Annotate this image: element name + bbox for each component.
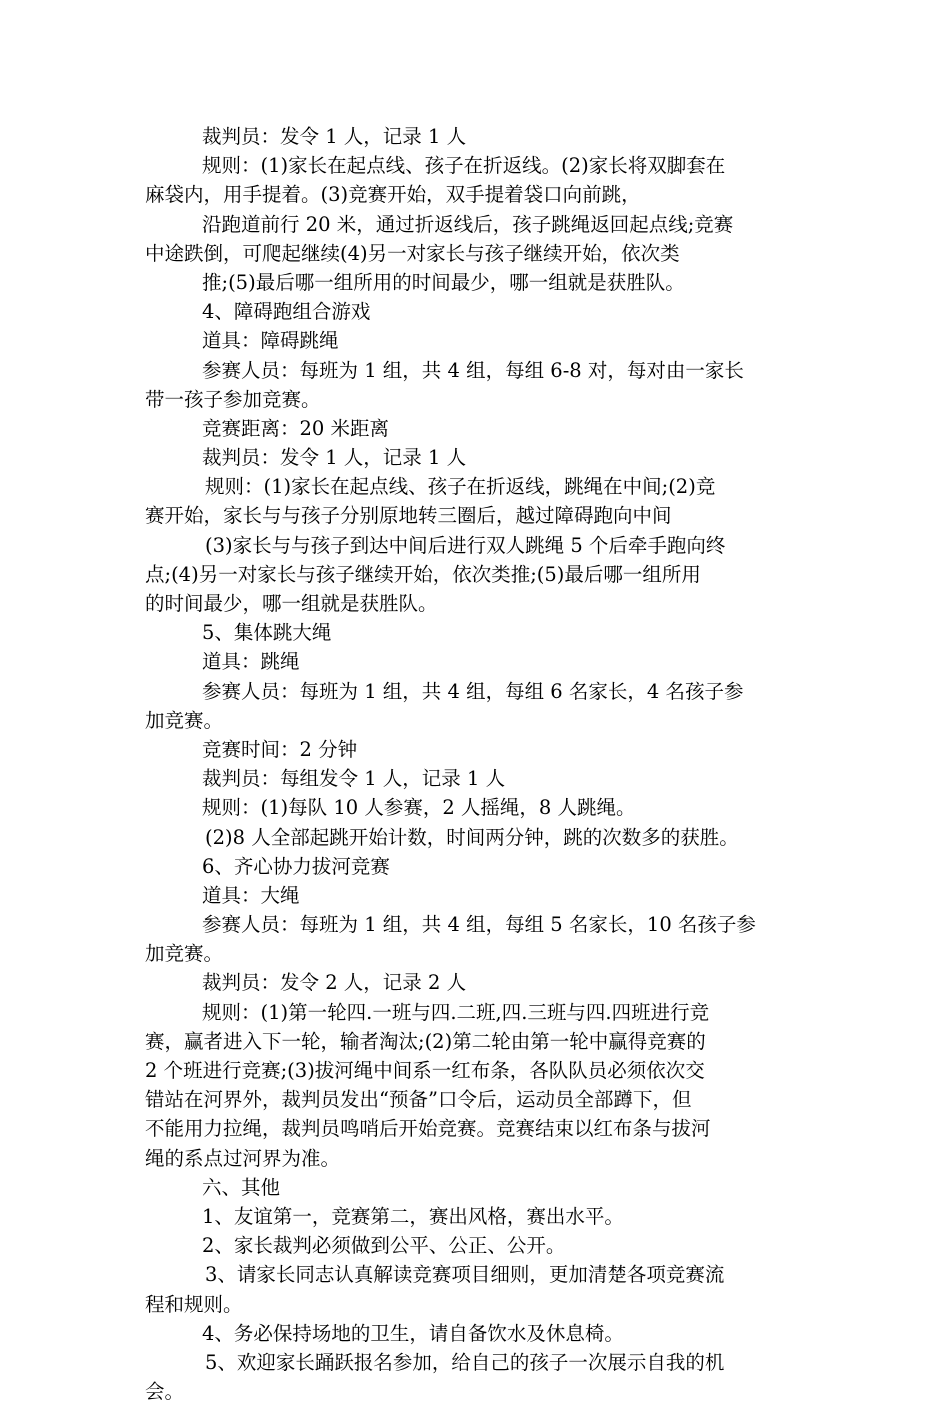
text-line: 不能用力拉绳，裁判员鸣哨后开始竞赛。竞赛结束以红布条与拔河 — [145, 1117, 711, 1141]
text-line: 参赛人员：每班为 1 组，共 4 组，每组 6-8 对，每对由一家长 — [202, 358, 744, 382]
section-heading: 4、障碍跑组合游戏 — [202, 300, 371, 324]
text-line: 程和规则。 — [145, 1292, 243, 1316]
text-line: 参赛人员：每班为 1 组，共 4 组，每组 6 名家长，4 名孩子参 — [202, 679, 744, 703]
text-line: (2)8 人全部起跳开始计数，时间两分钟，跳的次数多的获胜。 — [205, 825, 739, 849]
text-line: 的时间最少，哪一组就是获胜队。 — [145, 592, 438, 615]
text-line: 竞赛时间：2 分钟 — [202, 737, 358, 761]
text-line: 规则：(1)家长在起点线、孩子在折返线，跳绳在中间;(2)竞 — [205, 475, 716, 499]
text-line: 2、家长裁判必须做到公平、公正、公开。 — [202, 1234, 566, 1258]
text-line: 裁判员：发令 2 人，记录 2 人 — [202, 971, 467, 995]
section-heading: 6、齐心协力拔河竞赛 — [202, 854, 390, 878]
text-line: 规则：(1)家长在起点线、孩子在折返线。(2)家长将双脚套在 — [202, 154, 726, 178]
text-line: 加竞赛。 — [145, 708, 224, 732]
text-line: 竞赛距离：20 米距离 — [202, 416, 390, 440]
text-line: 点;(4)另一对家长与孩子继续开始，依次类推;(5)最后哪一组所用 — [145, 562, 701, 586]
section-heading: 5、集体跳大绳 — [202, 621, 332, 645]
text-line: 道具：障碍跳绳 — [202, 329, 339, 353]
text-line: 赛开始，家长与与孩子分别原地转三圈后，越过障碍跑向中间 — [145, 504, 672, 528]
text-line: 赛，赢者进入下一轮，输者淘汰;(2)第二轮由第一轮中赢得竞赛的 — [145, 1029, 706, 1053]
text-line: 错站在河界外，裁判员发出“预备”口令后，运动员全部蹲下，但 — [145, 1088, 692, 1112]
text-line: 推;(5)最后哪一组所用的时间最少，哪一组就是获胜队。 — [202, 270, 685, 294]
text-line: 道具：跳绳 — [202, 650, 300, 674]
text-line: (3)家长与与孩子到达中间后进行双人跳绳 5 个后牵手跑向终 — [205, 533, 726, 557]
text-line: 会。 — [145, 1380, 185, 1404]
text-line: 裁判员：每组发令 1 人，记录 1 人 — [202, 767, 506, 791]
section-heading: 六、其他 — [202, 1175, 281, 1199]
text-line: 参赛人员：每班为 1 组，共 4 组，每组 5 名家长，10 名孩子参 — [202, 913, 756, 937]
text-line: 3、请家长同志认真解读竞赛项目细则，更加清楚各项竞赛流 — [205, 1263, 725, 1287]
text-line: 4、务必保持场地的卫生，请自备饮水及休息椅。 — [202, 1321, 624, 1345]
text-line: 沿跑道前行 20 米，通过折返线后，孩子跳绳返回起点线;竞赛 — [202, 212, 734, 236]
text-line: 加竞赛。 — [145, 942, 224, 966]
text-line: 1、友谊第一，竞赛第二，赛出风格，赛出水平。 — [202, 1204, 624, 1228]
text-line: 中途跌倒，可爬起继续(4)另一对家长与孩子继续开始，依次类 — [145, 241, 680, 265]
text-line: 2 个班进行竞赛;(3)拔河绳中间系一红布条，各队队员必须依次交 — [145, 1059, 705, 1082]
text-line: 绳的系点过河界为准。 — [145, 1146, 341, 1170]
document-body — [145, 122, 807, 1406]
text-line: 裁判员：发令 1 人，记录 1 人 — [202, 125, 467, 148]
text-line: 规则：(1)每队 10 人参赛，2 人摇绳，8 人跳绳。 — [202, 796, 636, 820]
text-line: 5、欢迎家长踊跃报名参加，给自己的孩子一次展示自我的机 — [205, 1350, 725, 1374]
text-line: 道具：大绳 — [202, 883, 300, 907]
text-line: 裁判员：发令 1 人，记录 1 人 — [202, 446, 467, 470]
text-line: 带一孩子参加竞赛。 — [145, 387, 321, 411]
text-line: 规则：(1)第一轮四.一班与四.二班,四.三班与四.四班进行竞 — [202, 1000, 710, 1024]
text-line: 麻袋内，用手提着。(3)竞赛开始，双手提着袋口向前跳， — [145, 183, 641, 207]
